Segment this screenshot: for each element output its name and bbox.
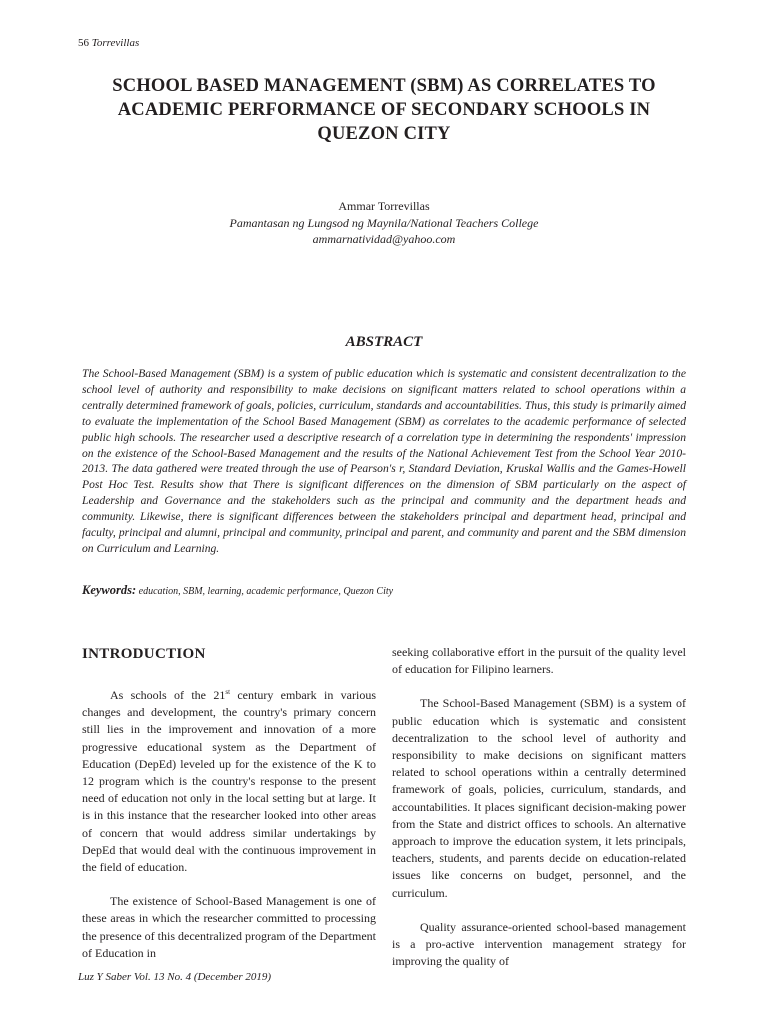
intro-paragraph-2-continued: seeking collaborative effort in the pursuit of the quality level of education for Filipino learners. — [392, 645, 686, 677]
author-block — [78, 198, 690, 248]
running-head-author: Torrevillas — [91, 37, 140, 49]
keywords-line — [82, 582, 686, 600]
left-column — [82, 644, 376, 962]
right-column — [392, 644, 686, 970]
paper-title: SCHOOL BASED MANAGEMENT (SBM) AS CORRELATES TO ACADEMIC PERFORMANCE OF SECONDARY SCHOOLS IN QUEZON CITY — [112, 76, 656, 144]
intro-paragraph-4: Quality assurance-oriented school-based management is a pro-active intervention management strategy for improving the quality of — [392, 919, 686, 969]
page-number: 56 — [78, 37, 89, 49]
keywords-label: Keywords: — [82, 583, 137, 597]
abstract-heading: ABSTRACT — [345, 334, 423, 350]
introduction-heading: INTRODUCTION — [82, 646, 206, 662]
keywords-text: education, SBM, learning, academic performance, Quezon City — [138, 586, 394, 597]
author-affiliation: Pamantasan ng Lungsod ng Maynila/National Teachers College — [229, 215, 539, 230]
running-header — [78, 36, 139, 50]
intro-paragraph-2: The existence of School-Based Management is one of these areas in which the researcher committed to processing the presence of this decentralized program of the Department of Education in — [82, 894, 376, 960]
abstract-text: The School-Based Management (SBM) is a system of public education which is systematic and consistent decentralization to the school level of authority and responsibility to make decisions on significant matters related to school operations within a centrally determined framework of goals, policies, curriculum, standards and accountabilities. Thus, this study is primarily aimed to evaluate the implementation of the School Based Management (SBM) as correlates to the academic performance of selected public high schools. The researcher used a descriptive research of a correlation type in determining the respondents' impression on the existence of the School-Based Management and the results of the National Achievement Test from the School Year 2010-2013. The data gathered were treated through the use of Pearson's r, Standard Deviation, Kruskal Wallis and the Games-Howell Post Hoc Test. Results show that There is significant differences on the dimension of SBM particularly on the aspect of Leadership and Governance and the stakeholders such as the principal and community and the department heads and community. Likewise, there is significant differences between the stakeholders principal and department head, principal and faculty, principal and alumni, principal and community, principal and parent, and community and parent and the SBM dimension on Curriculum and Learning. — [82, 367, 686, 555]
author-email: ammarnatividad@yahoo.com — [312, 232, 456, 246]
author-name: Ammar Torrevillas — [338, 199, 430, 213]
journal-footer: Luz Y Saber Vol. 13 No. 4 (December 2019) — [78, 971, 272, 983]
intro-paragraph-3: The School-Based Management (SBM) is a system of public education which is systematic and consistent decentralization to the school level of authority and responsibility to make decisions on significant matters related to school operations within a centrally determined framework of goals, policies, curriculum, standards, and accountabilities. It places significant decision-making power from the State and district offices to schools. An alternative approach to improve the education system, it lets principals, teachers, students, and parents decide on education-related issues like concerns on budget, personnel, and the curriculum. — [392, 696, 686, 900]
intro-paragraph-1: As schools of the 21st century embark in various changes and development, the country's primary concern still lies in the improvement and innovation of a more progressive educational system as the Department of Education (DepEd) leveled up for the existence of the K to 12 program which is the country's response to the present need of education not only in the local setting but at large. It is in this instance that the researcher looked into other areas of concern that would address similar undertakings by DepEd that would deal with the continuous improvement in the field of education. — [82, 688, 376, 875]
